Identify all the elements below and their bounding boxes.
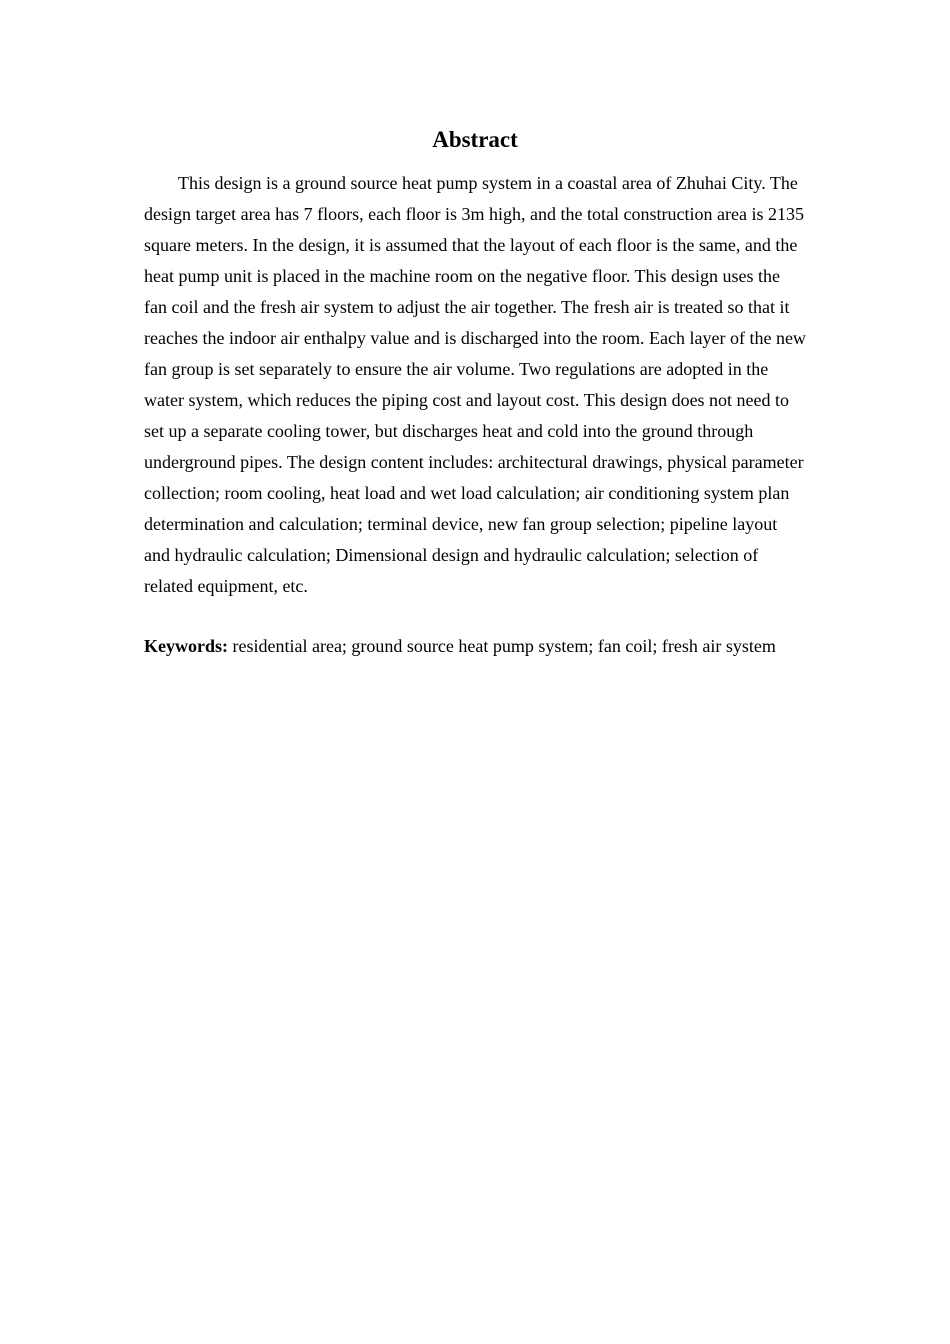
- abstract-paragraph: This design is a ground source heat pump system in a coastal area of Zhuhai City. The design target area has 7 floors, each floor is 3m high, and the total construction area is 2135 square meters. In the design, it is assumed that the layout of each floor is the same, and the heat pump unit is placed in the machine room on the negative floor. This design uses the fan coil and the fresh air system to adjust the air together. The fresh air is treated so that it reaches the indoor air enthalpy value and is discharged into the room. Each layer of the new fan group is set separately to ensure the air volume. Two regulations are adopted in the water system, which reduces the piping cost and layout cost. This design does not need to set up a separate cooling tower, but discharges heat and cold into the ground through underground pipes. The design content includes: architectural drawings, physical parameter collection; room cooling, heat load and wet load calculation; air conditioning system plan determination and calculation; terminal device, new fan group selection; pipeline layout and hydraulic calculation; Dimensional design and hydraulic calculation; selection of related equipment, etc.: [144, 173, 806, 596]
- page-title: Abstract: [432, 127, 518, 152]
- keywords-line: [144, 631, 806, 662]
- keywords-text: residential area; ground source heat pump system; fan coil; fresh air system: [228, 636, 776, 656]
- abstract-section: [144, 124, 806, 662]
- keywords-label: Keywords:: [144, 636, 228, 656]
